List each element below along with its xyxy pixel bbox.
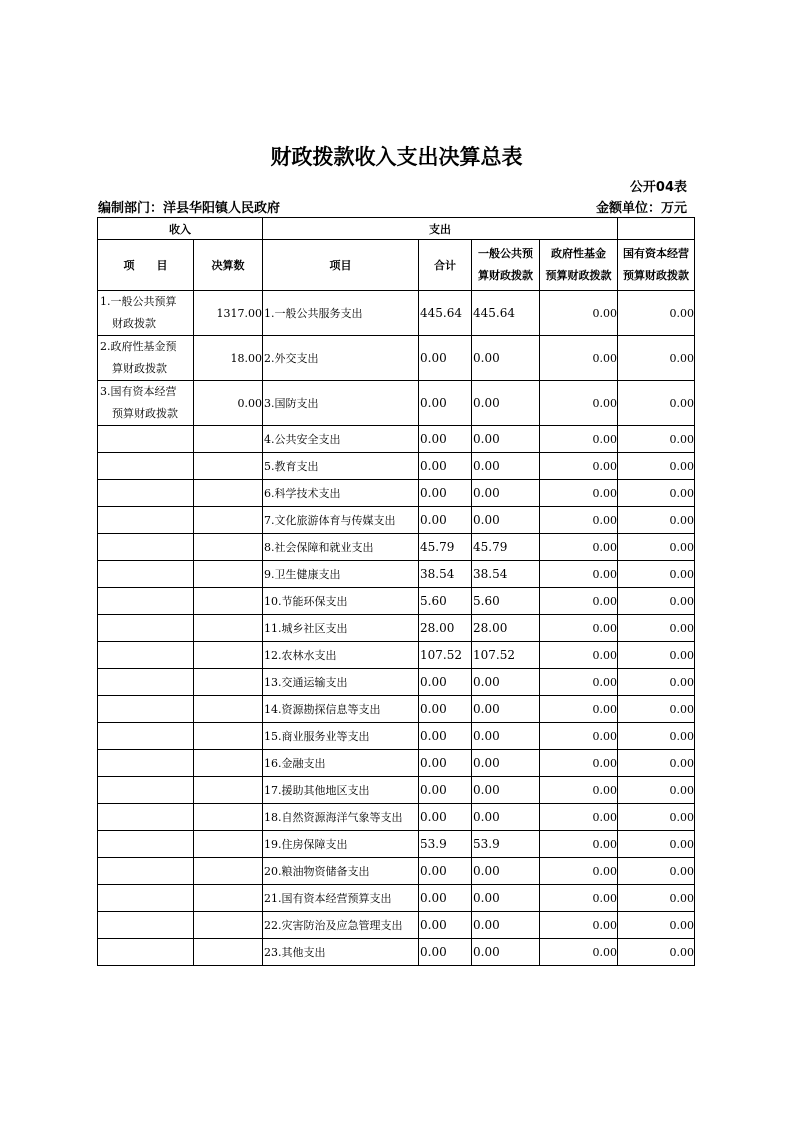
expense-total: 0.00 [419, 381, 472, 426]
col-exp-item: 项目 [263, 240, 419, 291]
expense-state-capital: 0.00 [618, 912, 695, 939]
income-item [98, 831, 194, 858]
expense-general: 0.00 [472, 453, 540, 480]
income-value [194, 615, 263, 642]
income-item [98, 426, 194, 453]
table-row [98, 912, 695, 939]
expense-item: 19.住房保障支出 [263, 831, 419, 858]
expense-gov-fund: 0.00 [540, 696, 618, 723]
income-item: 1.一般公共预算 财政拨款 [98, 291, 194, 336]
col-gov-fund: 政府性基金 预算财政拨款 [540, 240, 618, 291]
table-row [98, 426, 695, 453]
income-value [194, 696, 263, 723]
col-state-capital: 国有资本经营 预算财政拨款 [618, 240, 695, 291]
expense-item: 18.自然资源海洋气象等支出 [263, 804, 419, 831]
income-value [194, 534, 263, 561]
expense-total: 107.52 [419, 642, 472, 669]
expense-total: 0.00 [419, 507, 472, 534]
expense-item: 8.社会保障和就业支出 [263, 534, 419, 561]
income-value [194, 750, 263, 777]
income-value [194, 939, 263, 966]
expense-general: 0.00 [472, 777, 540, 804]
expense-state-capital: 0.00 [618, 561, 695, 588]
expense-state-capital: 0.00 [618, 858, 695, 885]
expense-total: 5.60 [419, 588, 472, 615]
expense-gov-fund: 0.00 [540, 804, 618, 831]
table-row [98, 642, 695, 669]
income-item [98, 588, 194, 615]
income-item [98, 885, 194, 912]
table-row [98, 381, 695, 426]
expense-item: 10.节能环保支出 [263, 588, 419, 615]
table-row [98, 804, 695, 831]
expense-gov-fund: 0.00 [540, 777, 618, 804]
income-item [98, 750, 194, 777]
income-value [194, 426, 263, 453]
expense-item: 1.一般公共服务支出 [263, 291, 419, 336]
table-row [98, 336, 695, 381]
expense-total: 0.00 [419, 696, 472, 723]
expense-gov-fund: 0.00 [540, 561, 618, 588]
income-item [98, 480, 194, 507]
expense-general: 0.00 [472, 507, 540, 534]
income-value [194, 777, 263, 804]
income-value [194, 723, 263, 750]
expense-total: 45.79 [419, 534, 472, 561]
expense-total: 0.00 [419, 885, 472, 912]
table-row [98, 723, 695, 750]
expense-state-capital: 0.00 [618, 669, 695, 696]
col-item: 项 目 [98, 240, 194, 291]
income-value [194, 453, 263, 480]
expense-general: 38.54 [472, 561, 540, 588]
income-value [194, 588, 263, 615]
expense-general: 0.00 [472, 939, 540, 966]
expense-general: 0.00 [472, 669, 540, 696]
income-value [194, 561, 263, 588]
table-row [98, 696, 695, 723]
expense-gov-fund: 0.00 [540, 669, 618, 696]
table-row [98, 750, 695, 777]
expense-gov-fund: 0.00 [540, 507, 618, 534]
income-value [194, 480, 263, 507]
expense-item: 7.文化旅游体育与传媒支出 [263, 507, 419, 534]
income-value [194, 642, 263, 669]
col-general: 一般公共预 算财政拨款 [472, 240, 540, 291]
table-row [98, 291, 695, 336]
table-row [98, 453, 695, 480]
income-item [98, 777, 194, 804]
expense-item: 21.国有资本经营预算支出 [263, 885, 419, 912]
expense-general: 0.00 [472, 336, 540, 381]
expense-item: 2.外交支出 [263, 336, 419, 381]
col-total: 合计 [419, 240, 472, 291]
table-row [98, 777, 695, 804]
expense-general: 0.00 [472, 912, 540, 939]
expense-item: 4.公共安全支出 [263, 426, 419, 453]
expense-gov-fund: 0.00 [540, 381, 618, 426]
income-value: 18.00 [194, 336, 263, 381]
expense-total: 445.64 [419, 291, 472, 336]
expense-item: 15.商业服务业等支出 [263, 723, 419, 750]
expense-total: 53.9 [419, 831, 472, 858]
expense-gov-fund: 0.00 [540, 831, 618, 858]
income-item [98, 453, 194, 480]
expense-total: 0.00 [419, 426, 472, 453]
expense-item: 17.援助其他地区支出 [263, 777, 419, 804]
expense-state-capital: 0.00 [618, 939, 695, 966]
income-item [98, 858, 194, 885]
table-row [98, 507, 695, 534]
expense-gov-fund: 0.00 [540, 615, 618, 642]
expense-gov-fund: 0.00 [540, 912, 618, 939]
expense-general: 28.00 [472, 615, 540, 642]
expense-state-capital: 0.00 [618, 588, 695, 615]
expense-total: 0.00 [419, 777, 472, 804]
expense-gov-fund: 0.00 [540, 291, 618, 336]
income-item [98, 939, 194, 966]
expense-general: 0.00 [472, 885, 540, 912]
expense-gov-fund: 0.00 [540, 642, 618, 669]
expense-gov-fund: 0.00 [540, 750, 618, 777]
expense-general: 0.00 [472, 426, 540, 453]
expense-gov-fund: 0.00 [540, 858, 618, 885]
expense-total: 0.00 [419, 336, 472, 381]
table-row [98, 615, 695, 642]
expense-header: 支出 [263, 218, 618, 240]
table-row [98, 669, 695, 696]
expense-state-capital: 0.00 [618, 615, 695, 642]
income-item [98, 561, 194, 588]
table-row [98, 939, 695, 966]
expense-general: 5.60 [472, 588, 540, 615]
expense-total: 0.00 [419, 939, 472, 966]
col-final: 决算数 [194, 240, 263, 291]
page-title: 财政拨款收入支出决算总表 [270, 145, 523, 169]
expense-total: 0.00 [419, 480, 472, 507]
expense-state-capital: 0.00 [618, 804, 695, 831]
expense-total: 38.54 [419, 561, 472, 588]
table-row [98, 858, 695, 885]
income-value [194, 804, 263, 831]
expense-state-capital: 0.00 [618, 507, 695, 534]
expense-general: 445.64 [472, 291, 540, 336]
table-row [98, 831, 695, 858]
expense-total: 0.00 [419, 804, 472, 831]
expense-gov-fund: 0.00 [540, 588, 618, 615]
income-item [98, 696, 194, 723]
income-header: 收入 [98, 218, 263, 240]
expense-general: 107.52 [472, 642, 540, 669]
expense-state-capital: 0.00 [618, 750, 695, 777]
expense-item: 22.灾害防治及应急管理支出 [263, 912, 419, 939]
expense-total: 0.00 [419, 912, 472, 939]
expense-total: 0.00 [419, 669, 472, 696]
expense-state-capital: 0.00 [618, 696, 695, 723]
expense-item: 5.教育支出 [263, 453, 419, 480]
expense-state-capital: 0.00 [618, 453, 695, 480]
expense-item: 11.城乡社区支出 [263, 615, 419, 642]
expense-general: 0.00 [472, 381, 540, 426]
income-item [98, 615, 194, 642]
expense-gov-fund: 0.00 [540, 723, 618, 750]
expense-item: 16.金融支出 [263, 750, 419, 777]
expense-state-capital: 0.00 [618, 336, 695, 381]
table-row [98, 480, 695, 507]
expense-state-capital: 0.00 [618, 885, 695, 912]
expense-general: 0.00 [472, 696, 540, 723]
income-item [98, 642, 194, 669]
expense-item: 20.粮油物资储备支出 [263, 858, 419, 885]
expense-item: 3.国防支出 [263, 381, 419, 426]
expense-gov-fund: 0.00 [540, 939, 618, 966]
expense-state-capital: 0.00 [618, 426, 695, 453]
income-value [194, 912, 263, 939]
expense-general: 45.79 [472, 534, 540, 561]
expense-state-capital: 0.00 [618, 534, 695, 561]
expense-total: 28.00 [419, 615, 472, 642]
expense-state-capital: 0.00 [618, 831, 695, 858]
income-value [194, 858, 263, 885]
expense-general: 0.00 [472, 858, 540, 885]
table-row [98, 534, 695, 561]
expense-item: 14.资源勘探信息等支出 [263, 696, 419, 723]
income-item: 2.政府性基金预 算财政拨款 [98, 336, 194, 381]
expense-state-capital: 0.00 [618, 381, 695, 426]
expense-general: 53.9 [472, 831, 540, 858]
expense-general: 0.00 [472, 723, 540, 750]
expense-total: 0.00 [419, 750, 472, 777]
income-value [194, 831, 263, 858]
expense-state-capital: 0.00 [618, 723, 695, 750]
income-item [98, 804, 194, 831]
expense-item: 6.科学技术支出 [263, 480, 419, 507]
expense-item: 12.农林水支出 [263, 642, 419, 669]
form-number: 公开04表 [629, 180, 687, 195]
income-item [98, 723, 194, 750]
header-row-2 [98, 240, 695, 291]
income-item [98, 669, 194, 696]
table-row [98, 588, 695, 615]
expense-gov-fund: 0.00 [540, 885, 618, 912]
expense-total: 0.00 [419, 723, 472, 750]
expense-gov-fund: 0.00 [540, 453, 618, 480]
table-row [98, 885, 695, 912]
header-row-1 [98, 218, 695, 240]
income-item: 3.国有资本经营 预算财政拨款 [98, 381, 194, 426]
expense-state-capital: 0.00 [618, 291, 695, 336]
expense-total: 0.00 [419, 453, 472, 480]
income-value [194, 669, 263, 696]
expense-state-capital: 0.00 [618, 777, 695, 804]
department-label: 编制部门：洋县华阳镇人民政府 [98, 201, 281, 216]
expense-general: 0.00 [472, 480, 540, 507]
income-item [98, 507, 194, 534]
income-value: 1317.00 [194, 291, 263, 336]
expense-gov-fund: 0.00 [540, 426, 618, 453]
income-item [98, 912, 194, 939]
expense-item: 23.其他支出 [263, 939, 419, 966]
unit-label: 金额单位：万元 [595, 201, 687, 216]
income-value: 0.00 [194, 381, 263, 426]
expense-gov-fund: 0.00 [540, 480, 618, 507]
expense-general: 0.00 [472, 750, 540, 777]
expense-item: 9.卫生健康支出 [263, 561, 419, 588]
income-value [194, 885, 263, 912]
budget-table [97, 217, 695, 966]
income-item [98, 534, 194, 561]
expense-state-capital: 0.00 [618, 480, 695, 507]
expense-total: 0.00 [419, 858, 472, 885]
table-row [98, 561, 695, 588]
expense-gov-fund: 0.00 [540, 534, 618, 561]
expense-gov-fund: 0.00 [540, 336, 618, 381]
income-value [194, 507, 263, 534]
expense-state-capital: 0.00 [618, 642, 695, 669]
expense-item: 13.交通运输支出 [263, 669, 419, 696]
expense-general: 0.00 [472, 804, 540, 831]
